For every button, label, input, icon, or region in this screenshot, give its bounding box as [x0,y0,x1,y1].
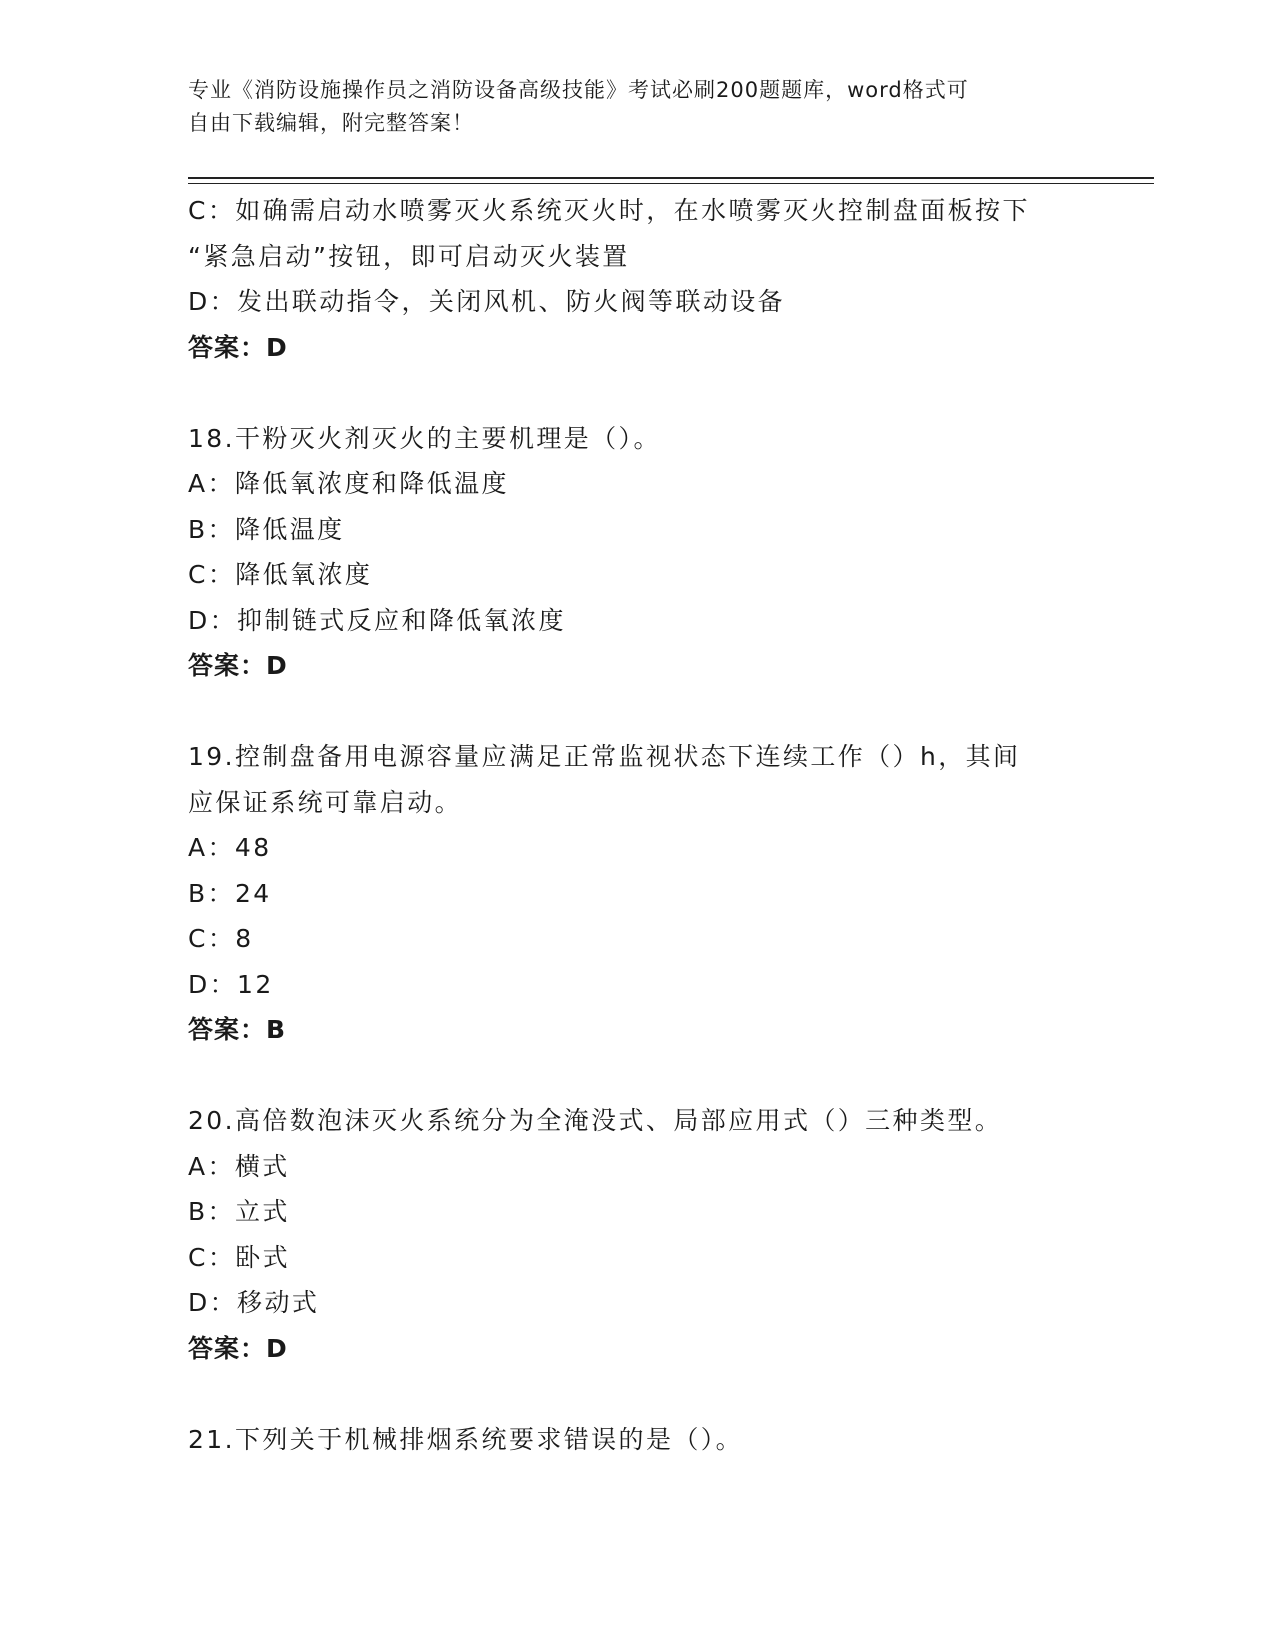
question-stem: 21.下列关于机械排烟系统要求错误的是（）。 [188,1424,744,1454]
option-c: C：降低氧浓度 [188,560,373,589]
question-stem: 20.高倍数泡沫灭火系统分为全淹没式、局部应用式（）三种类型。 [188,1106,1003,1135]
question-content [188,188,1088,1462]
option-b: B：立式 [188,1197,290,1226]
spacer [188,689,1088,735]
option-b: B：24 [188,878,272,908]
option-a: A：48 [188,833,272,862]
question-18 [188,416,1088,689]
option-a: A：降低氧浓度和降低温度 [188,469,509,498]
answer: 答案：D [188,1333,288,1363]
option-c-line-1: C：如确需启动水喷雾灭火系统灭火时，在水喷雾灭火控制盘面板按下 [188,196,1030,225]
question-19 [188,734,1088,1053]
spacer [188,1053,1088,1099]
header-line-1: 专业《消防设施操作员之消防设备高级技能》考试必刷200题题库，word格式可 [188,78,969,102]
header-divider-thin [188,183,1154,184]
spacer [188,1371,1088,1417]
header-divider-thick [188,177,1154,179]
option-d: D：发出联动指令，关闭风机、防火阀等联动设备 [188,287,786,316]
option-b: B：降低温度 [188,514,345,544]
answer: 答案：D [188,332,288,362]
option-c-line-2: “紧急启动”按钮，即可启动灭火装置 [188,241,630,271]
header-line-2: 自由下载编辑，附完整答案！ [188,111,474,135]
option-d: D：12 [188,969,274,999]
option-d: D：抑制链式反应和降低氧浓度 [188,605,566,635]
question-21 [188,1417,1088,1463]
answer: 答案：D [188,651,288,680]
spacer [188,370,1088,416]
question-stem-line-1: 19.控制盘备用电源容量应满足正常监视状态下连续工作（）h，其间 [188,742,1021,771]
question-stem-line-2: 应保证系统可靠启动。 [188,787,463,817]
answer: 答案：B [188,1015,287,1044]
question-stem: 18.干粉灭火剂灭火的主要机理是（）。 [188,423,661,453]
option-c: C：卧式 [188,1242,291,1272]
document-header [188,74,1068,140]
question-20 [188,1098,1088,1371]
question-17-continued [188,188,1088,370]
option-d: D：移动式 [188,1288,320,1317]
option-a: A：横式 [188,1151,290,1181]
option-c: C：8 [188,924,254,953]
